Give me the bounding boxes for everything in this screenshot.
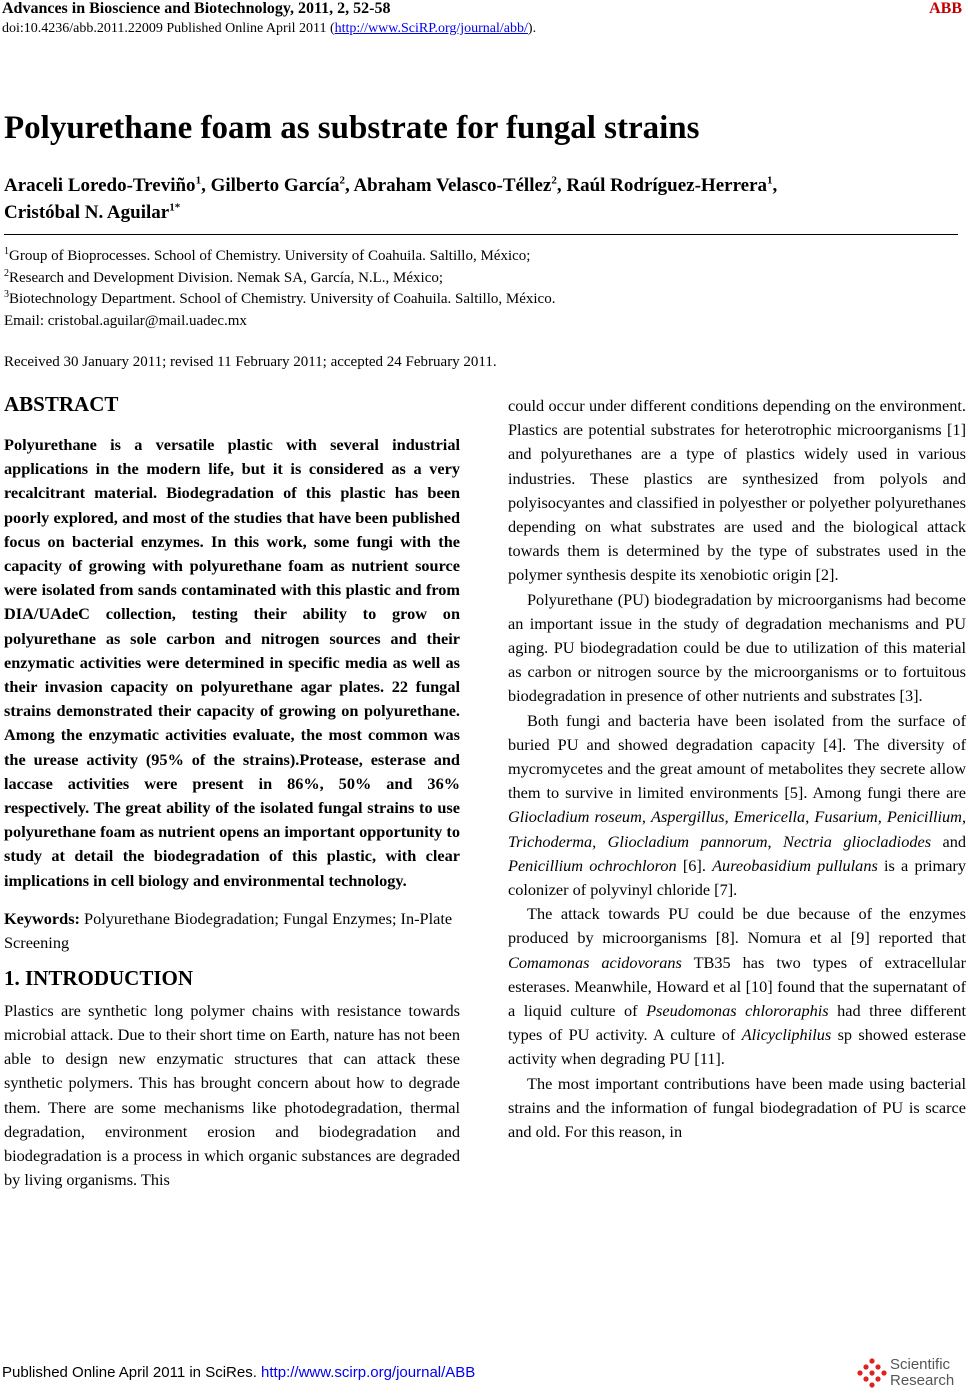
doi-suffix: ). — [527, 21, 537, 36]
author-list — [4, 172, 944, 226]
affiliation-sup: 3 — [4, 289, 9, 300]
intro-paragraph-3: Polyurethane (PU) biodegradation by microorganisms had become an important issue in the study of degradation mechanisms and PU aging. PU biodegradation could be due to utilization of this material as carbon or nitrogen source by the microorganisms or to fortuitous biodegradation in presence of other nutrients and substrates [3]. — [508, 589, 966, 706]
header-rule — [4, 234, 958, 235]
species-name: Aureobasidium pullulans — [712, 855, 878, 875]
affiliation-2 — [4, 268, 944, 290]
received-dates: Received 30 January 2011; revised 11 February 2011; accepted 24 February 2011. — [4, 354, 497, 370]
species-name: Aspergillus — [651, 807, 725, 827]
author-sup: 1 — [767, 174, 773, 187]
contact-email: Email: cristobal.aguilar@mail.uadec.mx — [4, 312, 247, 329]
author-name: Araceli Loredo-Treviño — [4, 175, 196, 196]
doi-prefix: doi:10.4236/abb.2011.22009 Published Online April 2011 ( — [2, 21, 335, 36]
footer-note — [2, 1364, 475, 1382]
affiliation-3 — [4, 289, 944, 311]
journal-header: Advances in Bioscience and Biotechnology, 2011, 2, 52-58 — [2, 0, 391, 17]
species-name: Gliocladium roseum — [508, 807, 642, 827]
paper-title: Polyurethane foam as substrate for fungal strains — [4, 110, 700, 146]
affiliation-sup: 2 — [4, 267, 9, 279]
affiliation-text: Biotechnology Department. School of Chemistry. University of Coahuila. Saltillo, México. — [9, 291, 556, 307]
abstract-text: Polyurethane is a versatile plastic with several industrial applications in the modern life, but it is considered as a very recalcitrant material. Biodegradation of this plastic has been poorly explored, and most of the studies that have been published focus on bacterial enzymes. In this work, some fungi with the capacity of growing with polyurethane foam as nutrient source were isolated from sands contaminated with this plastic and from DIA/UAdeC collection, testing their ability to grow on polyurethane as sole carbon and nitrogen sources and their enzymatic activities were determined in specific media as well as their invasion capacity on polyurethane agar plates. 22 fungal strains demonstrated their capacity of growing on polyurethane. Among the enzymatic activities evaluate, the most common was the urease activity (95% of the strains).Protease, esterase and laccase activities were present in 86%, 50% and 36% respectively. The great ability of the isolated fungal strains to use polyurethane foam as nutrient opens an important opportunity to study at detail the biodegradation of this plastic, with clear implications in cell biology and environmental technology. — [4, 435, 460, 890]
affiliations — [4, 246, 944, 332]
intro-paragraph-5 — [508, 902, 966, 1071]
author-separator: , — [772, 175, 778, 196]
journal-link[interactable]: http://www.SciRP.org/journal/abb/ — [334, 21, 528, 36]
text-run: sp showed esterase activity when degrading PU [11]. — [508, 1025, 966, 1069]
text-run: , — [641, 807, 652, 827]
species-name: Fusarium — [814, 807, 878, 827]
text-run: [6]. — [676, 855, 713, 875]
affiliation-text: Research and Development Division. Nemak SA, García, N.L., México; — [9, 269, 444, 286]
logo-line-2: Research — [890, 1372, 955, 1389]
text-run: TB35 has two types of extracellular esterases. Meanwhile, Howard et al [10] found that the supernatant of a liquid culture of — [508, 952, 966, 1021]
author-name: Cristóbal N. Aguilar — [4, 202, 170, 223]
keywords — [4, 907, 460, 955]
logo-wordmark — [890, 1357, 954, 1389]
keywords-label: Keywords: — [4, 908, 80, 928]
species-name: Emericella — [733, 807, 806, 827]
author-separator: , — [201, 175, 211, 196]
text-run: , — [877, 807, 887, 827]
scientific-research-logo-icon — [856, 1357, 888, 1389]
text-run: The attack towards PU could be due because of the enzymes produced by microorganisms [8]. Nomura et al [9] reported that — [508, 904, 966, 948]
species-name: Comamonas acidovorans — [508, 952, 682, 972]
species-name: Trichoderma, Gliocladium pannorum — [508, 831, 768, 851]
logo-line-1: Scientific — [890, 1356, 951, 1373]
abstract-heading: ABSTRACT — [4, 392, 119, 416]
text-run: and — [931, 831, 967, 851]
footer-text: Published Online April 2011 in SciRes. — [2, 1364, 262, 1381]
species-name: Alicycliphilus — [741, 1025, 832, 1045]
left-column — [4, 391, 460, 1192]
text-run: Both fungi and bacteria have been isolated from the surface of buried PU and showed degradation capacity [4]. The diversity of mycromycetes and the great amount of metabolites they secrete allow them to survive in limited environments [5]. Among fungi there are — [508, 710, 966, 803]
author-separator: , — [556, 175, 567, 196]
text-run: , — [724, 807, 734, 827]
text-run: , — [805, 807, 815, 827]
species-name: Penicillium — [886, 807, 962, 827]
text-run: had three different types of PU activity. A culture of — [508, 1001, 966, 1045]
journal-abbrev: ABB — [929, 0, 962, 17]
keywords-text: Polyurethane Biodegradation; Fungal Enzymes; In-Plate Screening — [4, 908, 453, 952]
author-name: Gilberto García — [210, 175, 340, 196]
affiliation-text: Group of Bioprocesses. School of Chemistry. University of Coahuila. Saltillo, México; — [9, 248, 531, 264]
footer-link[interactable]: http://www.scirp.org/journal/ABB — [261, 1364, 476, 1381]
introduction-heading: 1. INTRODUCTION — [4, 965, 194, 990]
species-name: Penicillium ochrochloron — [508, 855, 677, 875]
intro-paragraph-1: Plastics are synthetic long polymer chains with resistance towards microbial attack. Due to their short time on Earth, nature has not been able to design new enzymatic structures that can attack these synthetic polymers. This has brought concern about how to degrade them. There are some mechanisms like photodegradation, thermal degradation, environment erosion and biodegradation and biodegradation is a process in which organic substances are degraded by living organisms. This — [4, 1000, 460, 1190]
intro-paragraph-6: The most important contributions have been made using bacterial strains and the information of fungal biodegradation of PU is scarce and old. For this reason, in — [508, 1073, 966, 1142]
author-separator: , — [345, 175, 354, 196]
text-run: is a primary colonizer of polyvinyl chloride [7]. — [508, 855, 966, 900]
affiliation-sup: 1 — [4, 246, 9, 257]
publisher-logo — [856, 1355, 960, 1391]
author-sup: 1* — [169, 201, 181, 214]
author-sup: 2 — [339, 174, 345, 187]
right-column — [508, 394, 966, 1144]
author-sup: 2 — [551, 174, 557, 187]
doi-line — [2, 20, 536, 37]
affiliation-1 — [4, 246, 944, 268]
text-run: , — [961, 807, 967, 827]
author-name: Raúl Rodríguez-Herrera — [566, 175, 768, 196]
author-sup: 1 — [195, 174, 202, 187]
author-name: Abraham Velasco-Téllez — [353, 175, 552, 196]
text-run: , — [767, 831, 784, 851]
intro-paragraph-2: could occur under different conditions depending on the environment. Plastics are potential substrates for heterotrophic microorganisms [1] and polyurethanes are a type of plastics widely used in various industries. These plastics are synthesized from polyols and polyisocyantes and classified in polyesther or polyether polyurethanes depending on what substrates are used and the biological attack towards them is determined by the type of substrates used in the polymer synthesis despite its xenobiotic origin [2]. — [508, 396, 966, 585]
species-name: Nectria gliocladiodes — [783, 831, 932, 851]
intro-paragraph-4 — [508, 709, 966, 903]
species-name: Pseudomonas chlororaphis — [646, 1001, 829, 1021]
